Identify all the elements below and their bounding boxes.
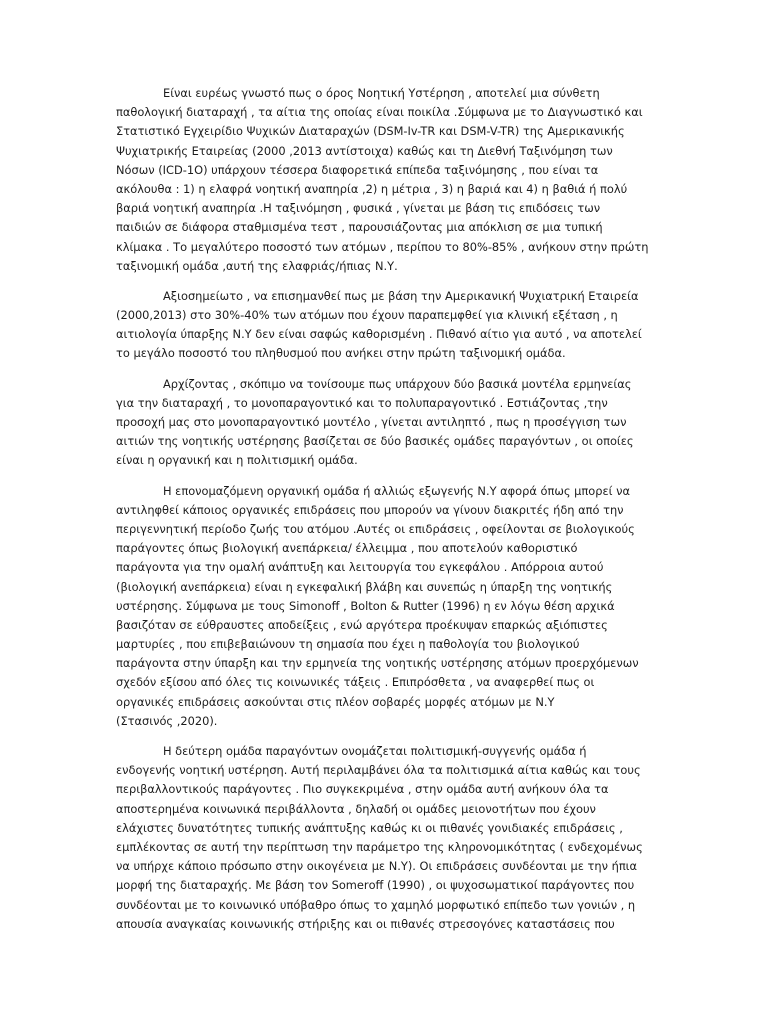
paragraph-line: το μεγάλο ποσοστό του πληθυσμού που ανήκει στην πρώτη ταξινομική ομάδα. — [116, 346, 566, 361]
paragraph-line: παράγοντα στην ύπαρξη και την ερμηνεία της νοητικής υστέρησης ατόμων προερχόμενων — [116, 656, 639, 671]
paragraph-line: για την διαταραχή , το μονοπαραγοντικό και το πολυπαραγοντικό . Εστιάζοντας ,την — [116, 395, 608, 410]
paragraph-line: (2000,2013) στο 30%-40% των ατόμων που έχουν παραπεμφθεί για κλινική εξέταση , η — [116, 308, 618, 323]
paragraph-spacer — [116, 471, 656, 482]
paragraph-line: Αξιοσημείωτο , να επισημανθεί πως με βάση την Αμερικανική Ψυχιατρική Εταιρεία — [163, 288, 639, 303]
paragraph-line: Είναι ευρέως γνωστό πως ο όρος Νοητική Υστέρηση , αποτελεί μια σύνθετη — [163, 86, 600, 100]
paragraph-line: Η δεύτερη ομάδα παραγόντων ονομάζεται πολιτισμική-συγγενής ομάδα ή — [163, 744, 587, 758]
paragraph-line: ενδογενής νοητική υστέρηση. Αυτή περιλαμβάνει όλα τα πολιτισμικά αίτια καθώς και τους — [116, 763, 641, 778]
paragraph-line: απουσία αναγκαίας κοινωνικής στήριξης και οι πιθανές στρεσογόνες καταστάσεις που — [116, 916, 615, 931]
paragraph-line: ταξινομική ομάδα ,αυτή της ελαφριάς/ήπιας Ν.Υ. — [116, 258, 398, 273]
paragraph-line: αιτιολογία ύπαρξης Ν.Υ δεν είναι σαφώς καθορισμένη . Πιθανό αίτιο για αυτό , να αποτελεί — [116, 327, 642, 342]
paragraph-line: σχεδόν εξίσου από όλες τις κοινωνικές τάξεις . Επιπρόσθετα , να αναφερθεί πως οι — [116, 675, 595, 690]
paragraph-line: παθολογική διαταραχή , τα αίτια της οποίας είναι ποικίλα .Σύμφωνα με το Διαγνωστικό και — [116, 105, 643, 120]
paragraph-line: να υπήρχε κάποιο πρόσωπο στην οικογένεια με Ν.Υ). Οι επιδράσεις συνδέονται με την ήπια — [116, 859, 638, 874]
paragraph-line: παιδιών σε διάφορα σταθμισμένα τεστ , παρουσιάζοντας μια απόκλιση σε μια τυπική — [116, 220, 603, 235]
paragraph-line: αποστερημένα κοινωνικά περιβάλλοντα , δηλαδή οι ομάδες μειονοτήτων που έχουν — [116, 801, 596, 816]
paragraph — [116, 375, 656, 471]
paragraph-line: παράγοντα για την ομαλή ανάπτυξη και λειτουργία του εγκεφάλου . Απόρροια αυτού — [116, 560, 604, 575]
paragraph-spacer — [116, 731, 656, 742]
paragraph-line: εμπλέκοντας σε αυτή την περίπτωση την παράμετρο της κληρονομικότητας ( ενδεχομένως — [116, 839, 643, 854]
paragraph-line: είναι η οργανική και η πολιτισμική ομάδα. — [116, 453, 358, 468]
paragraph-line: ακόλουθα : 1) η ελαφρά νοητική αναπηρία ,2) η μέτρια , 3) η βαριά και 4) η βαθιά ή πολύ — [116, 181, 628, 196]
paragraph-line: βασιζόταν σε εύθραυστες αποδείξεις , ενώ αργότερα προέκυψαν επαρκώς αξιόπιστες — [116, 617, 608, 632]
paragraph-line: ελάχιστες δυνατότητες τυπικής ανάπτυξης καθώς κι οι πιθανές γονιδιακές επιδράσεις , — [116, 820, 623, 835]
paragraph-line: (Στασινός ,2020). — [116, 713, 218, 728]
paragraph-line: μαρτυρίες , που επιβεβαιώνουν τη σημασία που έχει η παθολογία του βιολογικού — [116, 637, 580, 652]
paragraph-line: κλίμακα . Το μεγαλύτερο ποσοστό των ατόμων , περίπου το 80%-85% , ανήκουν στην πρώτη — [116, 239, 649, 254]
paragraph-line: οργανικές επιδράσεις ασκούνται στις πλέον σοβαρές μορφές ατόμων με Ν.Υ — [116, 694, 555, 709]
paragraph-line: παράγοντες όπως βιολογική ανεπάρκεια/ έλλειμμα , που αποτελούν καθοριστικό — [116, 541, 578, 556]
paragraph-line: υστέρησης. Σύμφωνα με τους Simonoff , Bolton & Rutter (1996) η εν λόγω θέση αρχικά — [116, 598, 615, 613]
paragraph-line: αιτιών της νοητικής υστέρησης βασίζεται σε δύο βασικές ομάδες παραγόντων , οι οποίες — [116, 434, 634, 449]
paragraph — [116, 482, 656, 731]
paragraph-line: Νόσων (ICD-1O) υπάρχουν τέσσερα διαφορετικά επίπεδα ταξινόμησης , που είναι τα — [116, 162, 599, 177]
paragraph-line: συνδέονται με το κοινωνικό υπόβαθρο όπως το χαμηλό μορφωτικό επίπεδο των γονιών , η — [116, 897, 636, 912]
paragraph-line: (βιολογική ανεπάρκεια) είναι η εγκεφαλική βλάβη και συνεπώς η ύπαρξη της νοητικής — [116, 579, 613, 594]
document-body — [116, 84, 656, 934]
paragraph-line: βαριά νοητική αναπηρία .Η ταξινόμηση , φυσικά , γίνεται με βάση τις επιδόσεις των — [116, 201, 601, 216]
paragraph-line: Ψυχιατρικής Εταιρείας (2000 ,2013 αντίστοιχα) καθώς και τη Διεθνή Ταξινόμηση των — [116, 143, 613, 158]
paragraph — [116, 84, 656, 276]
paragraph-line: περιβαλλοντικούς παράγοντες . Πιο συγκεκριμένα , στην ομάδα αυτή ανήκουν όλα τα — [116, 782, 609, 797]
paragraph-line: περιγεννητική περίοδο ζωής του ατόμου .Αυτές οι επιδράσεις , οφείλονται σε βιολογικούς — [116, 521, 635, 536]
paragraph-line: Στατιστικό Εγχειρίδιο Ψυχικών Διαταραχών (DSM-Iv-TR και DSM-V-TR) της Αμερικανικής — [116, 124, 625, 139]
paragraph-line: μορφή της διαταραχής. Με βάση τον Somerοff (1990) , οι ψυχοσωματικοί παράγοντες που — [116, 878, 635, 893]
paragraph-spacer — [116, 364, 656, 375]
paragraph-line: αντιληφθεί κάποιος οργανικές επιδράσεις που μπορούν να γίνουν διακριτές ήδη από την — [116, 502, 624, 517]
paragraph — [116, 287, 656, 364]
paragraph-spacer — [116, 276, 656, 287]
paragraph-line: Η επονομαζόμενη οργανική ομάδα ή αλλιώς εξωγενής Ν.Υ αφορά όπως μπορεί να — [163, 483, 630, 498]
paragraph-line: Αρχίζοντας , σκόπιμο να τονίσουμε πως υπάρχουν δύο βασικά μοντέλα ερμηνείας — [163, 376, 632, 391]
paragraph — [116, 742, 656, 934]
paragraph-line: προσοχή μας στο μονοπαραγοντικό μοντέλο , γίνεται αντιληπτό , πως η προσέγγιση των — [116, 415, 627, 429]
